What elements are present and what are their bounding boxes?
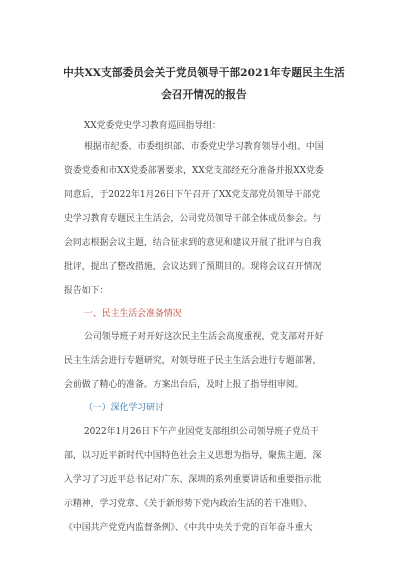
paragraph-line: 会前做了精心的准备。方案出台后，及时上报了指导组审阅。	[64, 380, 304, 390]
paragraph-line: 公司领导班子对开好这次民主生活会高度重视，党支部对开好	[84, 332, 324, 342]
paragraph-line: 2022年1月26日下午产业园党支部组织公司领导班子党员干	[84, 427, 319, 437]
section-heading: 一、民主生活会准备情况	[84, 309, 182, 319]
paragraph-line: 部，以习近平新时代中国特色社会主义思想为指导，聚焦主题，深	[64, 451, 322, 461]
paragraph-line: 报告如下：	[64, 286, 109, 296]
paragraph-line: 示精神，学习党章、《关于新形势下党内政治生活的若干准则》、	[64, 499, 313, 509]
paragraph-line: 批评，提出了整改措施，会议达到了预期目的。现将会议召开情况	[64, 262, 322, 272]
salutation: XX党委党史学习教育巡回指导组：	[84, 121, 221, 131]
paragraph-line: 民主生活会进行专题研究，对领导班子民主生活会进行专题部署，	[64, 356, 322, 366]
document-title	[40, 62, 368, 106]
paragraph-line: 会同志根据会议主题，结合征求到的意见和建议开展了批评与自我	[64, 238, 322, 248]
paragraph-line: 资委党委和市XX党委部署要求，XX党支部经充分准备并报XX党委	[64, 166, 324, 176]
title-line: 中共XX支部委员会关于党员领导干部2021年专题民主生活	[63, 67, 345, 79]
subsection-heading: （一）深化学习研讨	[84, 403, 164, 413]
paragraph-line: 《中国共产党党内监督条例》、《中共中央关于党的百年奋斗重大	[64, 523, 313, 533]
paragraph-line: 入学习了习近平总书记对广东、深圳的系列重要讲话和重要指示批	[64, 475, 322, 485]
paragraph-line: 史学习教育专题民主生活会，公司党员领导干部全体成员参会。与	[64, 214, 322, 224]
paragraph-line: 根据市纪委、市委组织部、市委党史学习教育领导小组、中国	[84, 142, 324, 152]
paragraph-line: 同意后，于2022年1月26日下午召开了XX党支部党员领导干部党	[64, 190, 321, 200]
title-line: 会召开情况的报告	[161, 89, 247, 101]
